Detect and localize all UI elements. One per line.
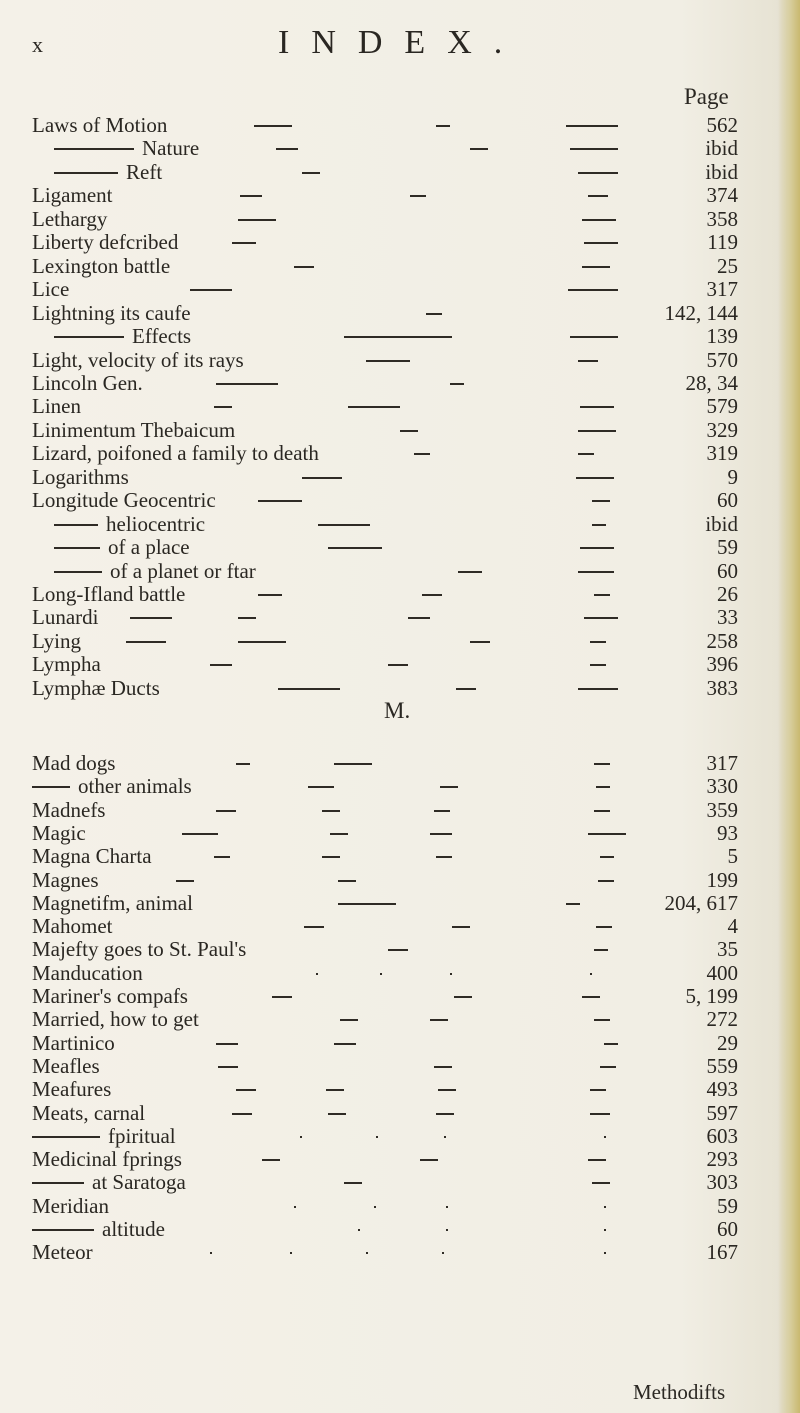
- leader-dash: [334, 763, 372, 765]
- leader-dash: [438, 1089, 456, 1091]
- leader-dash: [590, 664, 606, 666]
- leader-dash: [582, 219, 616, 221]
- leader-dash: [214, 856, 230, 858]
- ditto-dash: [54, 148, 134, 150]
- page-reference: 570: [706, 347, 738, 372]
- index-entry: [0, 628, 800, 654]
- index-entry: [0, 534, 800, 560]
- leader-dash: [216, 383, 278, 385]
- page-reference: 303: [706, 1170, 738, 1195]
- index-term: Lice: [32, 277, 70, 302]
- index-term: Ligament: [32, 183, 113, 208]
- ditto-dash: [54, 524, 98, 526]
- leader-dash: [582, 266, 610, 268]
- leader-dash: [176, 880, 194, 882]
- page-reference: 59: [717, 1193, 738, 1218]
- leader-dash: [318, 524, 370, 526]
- index-entry: [0, 347, 800, 373]
- leader-dash: [580, 406, 614, 408]
- leader-dash: [218, 1066, 238, 1068]
- page-reference: 383: [706, 675, 738, 700]
- leader-dash: [592, 500, 610, 502]
- page-reference: 493: [706, 1077, 738, 1102]
- index-term: Effects: [132, 324, 192, 349]
- index-term: Mahomet: [32, 914, 113, 939]
- index-entry: [0, 253, 800, 279]
- leader-dash: [436, 1113, 454, 1115]
- leader-dash: [590, 973, 592, 975]
- leader-dash: [590, 1089, 606, 1091]
- leader-dash: [442, 1252, 444, 1254]
- catchword: Methodifts: [633, 1380, 726, 1404]
- leader-dash: [210, 664, 232, 666]
- index-term: of a planet or ftar: [110, 558, 256, 583]
- index-entry: [0, 300, 800, 326]
- leader-dash: [388, 664, 408, 666]
- page-reference: 59: [717, 535, 738, 560]
- index-entry: [0, 276, 800, 302]
- leader-dash: [214, 406, 232, 408]
- index-term: Lincoln Gen.: [32, 370, 143, 395]
- index-term: Long-Ifland battle: [32, 582, 186, 606]
- index-entry: [0, 1006, 800, 1032]
- leader-dash: [238, 219, 276, 221]
- leader-dash: [322, 856, 340, 858]
- index-entry: [0, 867, 800, 893]
- index-entry: [0, 511, 800, 537]
- page-reference: 139: [706, 324, 738, 349]
- leader-dash: [410, 195, 426, 197]
- index-term: Lightning its caufe: [32, 300, 191, 325]
- page-reference: 258: [706, 628, 738, 653]
- page-reference: 4: [727, 914, 738, 939]
- index-entry: [0, 558, 800, 584]
- running-title: INDEX.: [278, 24, 525, 61]
- index-term: other animals: [78, 774, 192, 799]
- ditto-dash: [54, 172, 118, 174]
- index-entry: [0, 323, 800, 349]
- index-entry: [0, 604, 800, 630]
- index-entry: [0, 182, 800, 208]
- leader-dash: [290, 1252, 292, 1254]
- ditto-dash: [54, 336, 124, 338]
- page-reference: 35: [717, 937, 738, 962]
- index-term: Married, how to get: [32, 1007, 199, 1032]
- leader-dash: [294, 1206, 296, 1208]
- page-reference: 317: [706, 751, 738, 775]
- leader-dash: [594, 594, 610, 596]
- leader-dash: [300, 1136, 302, 1138]
- leader-dash: [216, 810, 236, 812]
- page-reference: 396: [706, 652, 738, 677]
- page-reference: 374: [706, 183, 738, 208]
- index-entry: [0, 393, 800, 419]
- index-entry: [0, 417, 800, 443]
- page-reference: 319: [706, 441, 738, 466]
- index-entry: [0, 1100, 800, 1126]
- ditto-dash: [54, 547, 100, 549]
- index-term: Meteor: [32, 1240, 93, 1265]
- page-reference: 559: [706, 1053, 738, 1078]
- index-term: Magna Charta: [32, 844, 152, 869]
- index-term: Lethargy: [32, 206, 108, 231]
- leader-dash: [272, 996, 292, 998]
- ditto-dash: [32, 1136, 100, 1138]
- index-term: Meafures: [32, 1077, 112, 1102]
- leader-dash: [420, 1159, 438, 1161]
- leader-dash: [578, 453, 594, 455]
- leader-dash: [254, 125, 292, 127]
- leader-dash: [400, 430, 418, 432]
- page-reference: ibid: [705, 159, 738, 184]
- page-reference: 5, 199: [685, 984, 738, 1008]
- leader-dash: [458, 571, 482, 573]
- index-term: Martinico: [32, 1030, 115, 1055]
- leader-dash: [304, 926, 324, 928]
- leader-dash: [444, 1136, 446, 1138]
- page-column-label: Page: [684, 84, 729, 109]
- leader-dash: [276, 148, 298, 150]
- leader-dash: [210, 1252, 212, 1254]
- leader-dash: [326, 1089, 344, 1091]
- index-term: of a place: [108, 535, 190, 560]
- index-term: Magic: [32, 820, 86, 845]
- leader-dash: [578, 688, 618, 690]
- page-reference: 603: [706, 1123, 738, 1148]
- index-term: Madnefs: [32, 797, 106, 822]
- index-term: fpiritual: [108, 1123, 176, 1148]
- leader-dash: [334, 1043, 356, 1045]
- leader-dash: [578, 360, 598, 362]
- index-term: Meafles: [32, 1053, 100, 1078]
- index-entry: [0, 983, 800, 1009]
- index-entry: [0, 1053, 800, 1079]
- ditto-dash: [32, 786, 70, 788]
- index-term: Liberty defcribed: [32, 230, 179, 255]
- leader-dash: [596, 786, 610, 788]
- leader-dash: [450, 383, 464, 385]
- index-term: Linimentum Thebaicum: [32, 417, 236, 442]
- index-entry: [0, 1030, 800, 1056]
- leader-dash: [584, 242, 618, 244]
- page-reference: 562: [706, 113, 738, 137]
- leader-dash: [454, 996, 472, 998]
- index-term: Lizard, poifoned a family to death: [32, 441, 319, 466]
- leader-dash: [588, 195, 608, 197]
- leader-dash: [340, 1019, 358, 1021]
- leader-dash: [570, 148, 618, 150]
- leader-dash: [414, 453, 430, 455]
- leader-dash: [582, 996, 600, 998]
- index-entry: [0, 159, 800, 185]
- leader-dash: [590, 1113, 610, 1115]
- index-entry: [0, 206, 800, 232]
- leader-dash: [130, 617, 172, 619]
- leader-dash: [190, 289, 232, 291]
- leader-dash: [388, 949, 408, 951]
- page-reference: 293: [706, 1147, 738, 1172]
- index-entry: [0, 464, 800, 490]
- leader-dash: [358, 1229, 360, 1231]
- leader-dash: [258, 500, 302, 502]
- leader-dash: [338, 880, 356, 882]
- leader-dash: [236, 763, 250, 765]
- leader-dash: [302, 172, 320, 174]
- leader-dash: [236, 1089, 256, 1091]
- leader-dash: [594, 810, 610, 812]
- page-reference: 204, 617: [664, 890, 738, 915]
- page-reference: 597: [706, 1100, 738, 1125]
- leader-dash: [436, 125, 450, 127]
- leader-dash: [578, 430, 616, 432]
- ditto-dash: [54, 571, 102, 573]
- leader-dash: [450, 973, 452, 975]
- index-entry: [0, 1146, 800, 1172]
- index-entry: [0, 1123, 800, 1149]
- index-entry: [0, 843, 800, 869]
- index-entry: [0, 135, 800, 161]
- leader-dash: [344, 336, 452, 338]
- index-entry: [0, 651, 800, 677]
- leader-dash: [604, 1206, 606, 1208]
- page-reference: 579: [706, 394, 738, 419]
- page-reference: 26: [717, 582, 738, 606]
- leader-dash: [232, 242, 256, 244]
- leader-dash: [434, 1066, 452, 1068]
- leader-dash: [426, 313, 442, 315]
- leader-dash: [470, 641, 490, 643]
- leader-dash: [258, 594, 282, 596]
- leader-dash: [584, 617, 618, 619]
- page-reference: 359: [706, 797, 738, 822]
- leader-dash: [366, 360, 410, 362]
- leader-dash: [126, 641, 166, 643]
- leader-dash: [182, 833, 218, 835]
- page-reference: 358: [706, 206, 738, 231]
- index-entry: [0, 797, 800, 823]
- leader-dash: [344, 1182, 362, 1184]
- leader-dash: [380, 973, 382, 975]
- page-reference: 329: [706, 417, 738, 442]
- leader-dash: [446, 1206, 448, 1208]
- ditto-dash: [32, 1229, 94, 1231]
- index-entry: [0, 1193, 800, 1219]
- page-reference: 317: [706, 277, 738, 302]
- page-reference: 400: [706, 960, 738, 985]
- leader-dash: [338, 903, 396, 905]
- page-reference: 60: [717, 558, 738, 583]
- leader-dash: [576, 477, 614, 479]
- leader-dash: [240, 195, 262, 197]
- index-term: Medicinal fprings: [32, 1147, 182, 1172]
- index-entry: [0, 1076, 800, 1102]
- ditto-dash: [32, 1182, 84, 1184]
- index-term: Mad dogs: [32, 751, 116, 775]
- index-term: Lymphæ Ducts: [32, 675, 160, 700]
- index-term: Nature: [142, 136, 200, 161]
- index-entry: [0, 820, 800, 846]
- index-entry: [0, 487, 800, 513]
- index-entry: [0, 890, 800, 916]
- page-reference: 9: [727, 464, 738, 489]
- leader-dash: [374, 1206, 376, 1208]
- index-term: Majefty goes to St. Paul's: [32, 937, 247, 962]
- index-entry: [0, 1169, 800, 1195]
- page-reference: 60: [717, 488, 738, 513]
- index-term: Manducation: [32, 960, 143, 985]
- leader-dash: [232, 1113, 252, 1115]
- leader-dash: [604, 1229, 606, 1231]
- index-entry: [0, 773, 800, 799]
- index-entry: [0, 440, 800, 466]
- page-reference: 29: [717, 1030, 738, 1055]
- index-term: Logarithms: [32, 464, 129, 489]
- page-reference: 119: [707, 230, 738, 255]
- leader-dash: [434, 810, 450, 812]
- index-term: Laws of Motion: [32, 113, 168, 137]
- leader-dash: [578, 571, 614, 573]
- leader-dash: [302, 477, 342, 479]
- leader-dash: [430, 833, 452, 835]
- leader-dash: [238, 641, 286, 643]
- leader-dash: [430, 1019, 448, 1021]
- index-term: Reft: [126, 159, 163, 184]
- page-reference: ibid: [705, 511, 738, 536]
- index-term: Lexington battle: [32, 253, 171, 278]
- leader-dash: [592, 524, 606, 526]
- leader-dash: [294, 266, 314, 268]
- index-term: at Saratoga: [92, 1170, 186, 1195]
- index-entry: [0, 229, 800, 255]
- leader-dash: [348, 406, 400, 408]
- page-reference: 199: [706, 867, 738, 892]
- leader-dash: [604, 1136, 606, 1138]
- leader-dash: [568, 289, 618, 291]
- leader-dash: [452, 926, 470, 928]
- leader-dash: [604, 1043, 618, 1045]
- leader-dash: [594, 763, 610, 765]
- leader-dash: [316, 973, 318, 975]
- leader-dash: [322, 810, 340, 812]
- index-term: heliocentric: [106, 511, 206, 536]
- leader-dash: [408, 617, 430, 619]
- leader-dash: [376, 1136, 378, 1138]
- leader-dash: [590, 641, 606, 643]
- index-term: Magnes: [32, 867, 99, 892]
- leader-dash: [446, 1229, 448, 1231]
- index-term: Lympha: [32, 652, 101, 677]
- leader-dash: [328, 1113, 346, 1115]
- leader-dash: [594, 949, 608, 951]
- leader-dash: [470, 148, 488, 150]
- leader-dash: [566, 125, 618, 127]
- index-entry: [0, 960, 800, 986]
- index-term: Longitude Geocentric: [32, 488, 216, 513]
- leader-dash: [216, 1043, 238, 1045]
- index-term: Lying: [32, 628, 82, 653]
- section-letter-heading: M.: [384, 698, 411, 723]
- leader-dash: [566, 903, 580, 905]
- page-header: [0, 10, 800, 61]
- page-reference: 5: [727, 844, 738, 869]
- index-entry: [0, 1216, 800, 1242]
- index-term: Lunardi: [32, 605, 99, 630]
- page-reference: 330: [706, 774, 738, 799]
- index-entry: [0, 675, 800, 701]
- leader-dash: [592, 1182, 610, 1184]
- index-term: Light, velocity of its rays: [32, 347, 244, 372]
- leader-dash: [330, 833, 348, 835]
- leader-dash: [422, 594, 442, 596]
- leader-dash: [440, 786, 458, 788]
- index-term: Magnetifm, animal: [32, 890, 193, 915]
- page-number: x: [32, 32, 43, 57]
- leader-dash: [598, 880, 614, 882]
- index-term: altitude: [102, 1217, 165, 1241]
- page-reference: ibid: [705, 136, 738, 161]
- leader-dash: [308, 786, 334, 788]
- page-reference: 28, 34: [685, 370, 738, 395]
- leader-dash: [456, 688, 476, 690]
- page-reference: 272: [706, 1007, 738, 1032]
- index-entry: [0, 112, 800, 138]
- leader-dash: [328, 547, 382, 549]
- index-term: Mariner's compafs: [32, 984, 188, 1008]
- leader-dash: [278, 688, 340, 690]
- page-reference: 33: [717, 605, 738, 630]
- page-reference: 167: [706, 1240, 738, 1265]
- leader-dash: [604, 1252, 606, 1254]
- leader-dash: [596, 926, 612, 928]
- page-reference: 142, 144: [664, 300, 738, 325]
- leader-dash: [436, 856, 452, 858]
- page-reference: 93: [717, 820, 738, 845]
- index-term: Linen: [32, 394, 81, 419]
- leader-dash: [588, 1159, 606, 1161]
- leader-dash: [600, 856, 614, 858]
- leader-dash: [366, 1252, 368, 1254]
- leader-dash: [578, 172, 618, 174]
- index-entry: [0, 1239, 800, 1265]
- page-reference: 25: [717, 253, 738, 278]
- index-entry: [0, 750, 800, 776]
- leader-dash: [600, 1066, 616, 1068]
- leader-dash: [580, 547, 614, 549]
- leader-dash: [594, 1019, 610, 1021]
- index-term: Meridian: [32, 1193, 109, 1218]
- page-reference: 60: [717, 1217, 738, 1241]
- index-term: Meats, carnal: [32, 1100, 146, 1125]
- index-entry: [0, 581, 800, 607]
- index-entry: [0, 913, 800, 939]
- leader-dash: [570, 336, 618, 338]
- index-entry: [0, 936, 800, 962]
- leader-dash: [262, 1159, 280, 1161]
- index-entry: [0, 370, 800, 396]
- leader-dash: [238, 617, 256, 619]
